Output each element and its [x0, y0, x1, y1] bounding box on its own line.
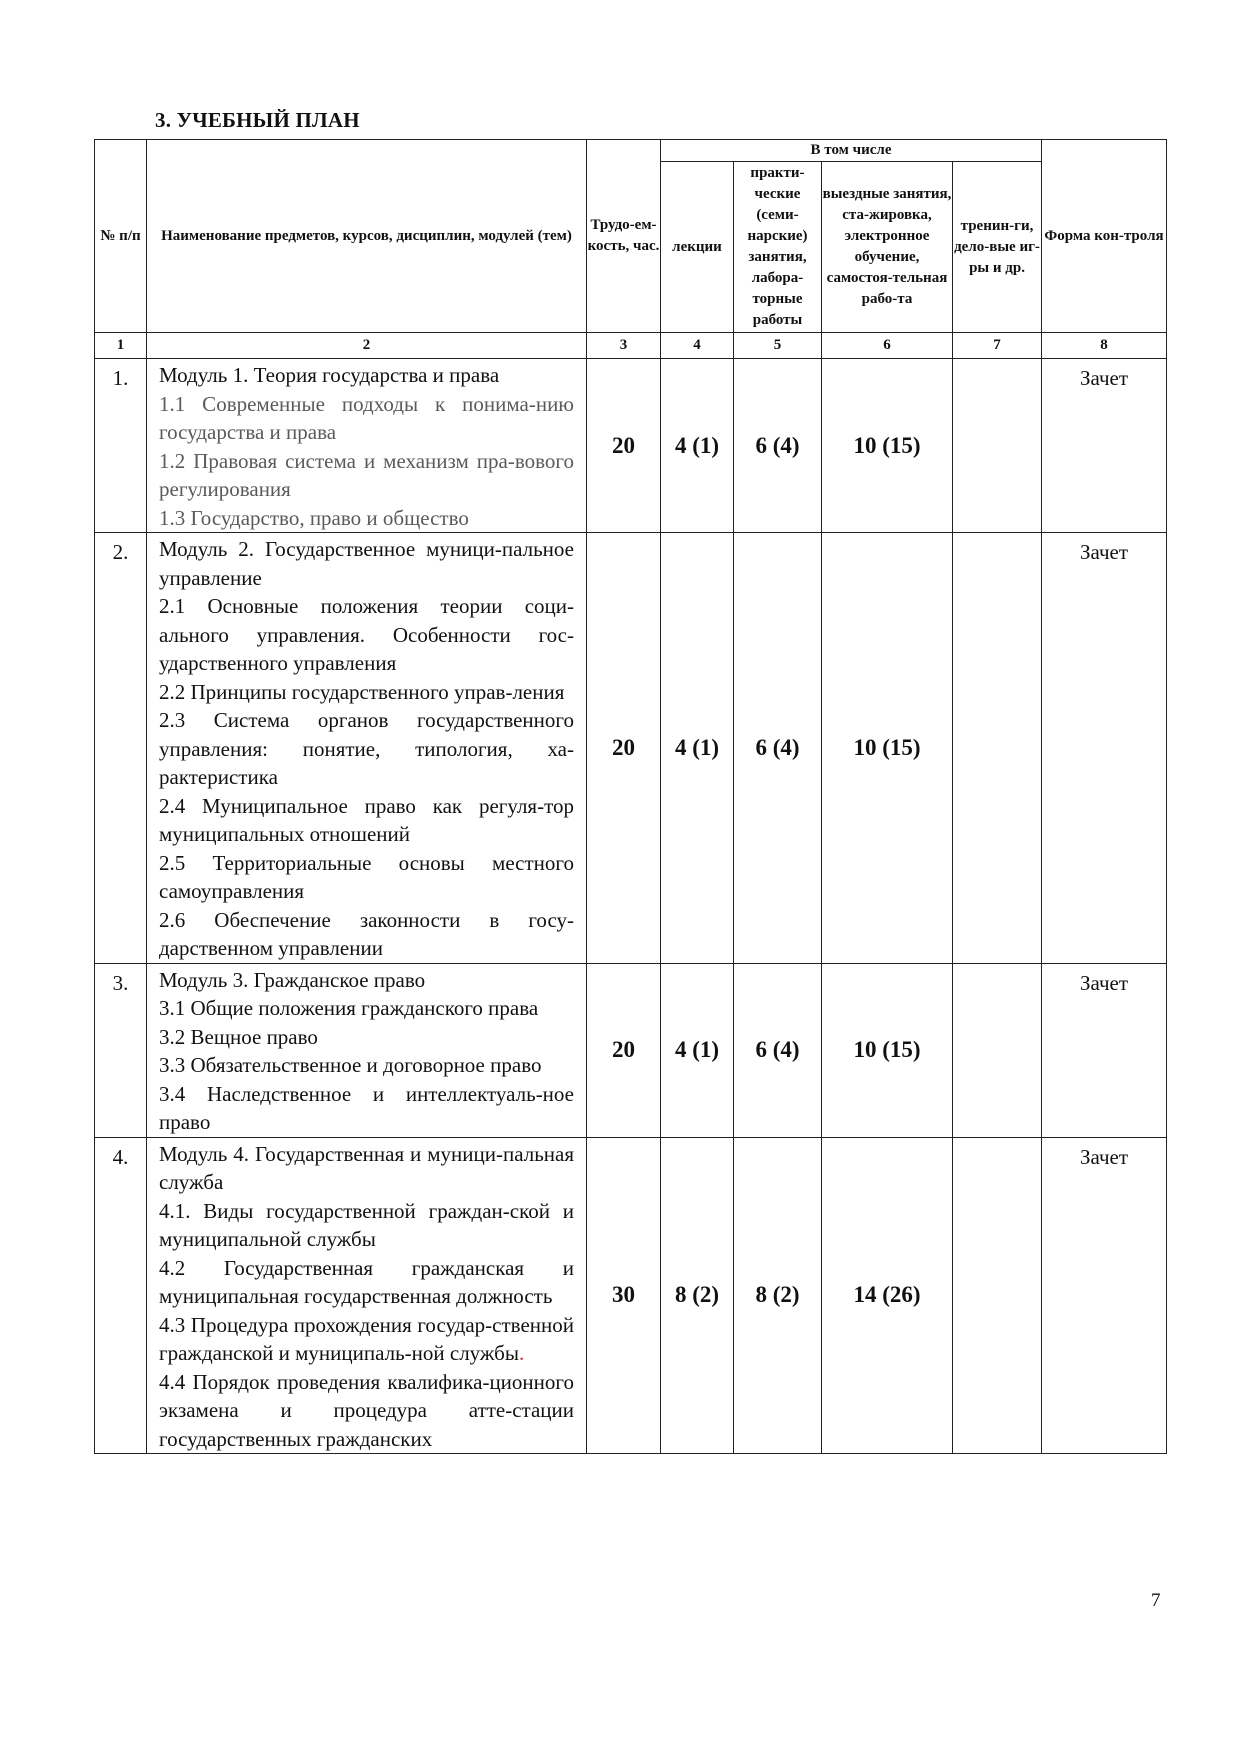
- table-row: [95, 359, 1167, 533]
- header-num: № п/п: [95, 140, 147, 333]
- table-row: [95, 533, 1167, 964]
- topic: 4.2 Государственная гражданская и муниципальная государственная должность: [159, 1255, 574, 1308]
- lectures-value: 4 (1): [661, 533, 734, 964]
- row-number: 1.: [95, 359, 147, 533]
- topic: 1.2 Правовая система и механизм пра-вового регулирования: [159, 448, 574, 501]
- hours-value: 20: [587, 963, 661, 1137]
- topic: [159, 1311, 574, 1368]
- field-value: 10 (15): [822, 533, 953, 964]
- topic: 2.3 Система органов государственного управления: понятие, типология, ха-рактеристика: [159, 708, 574, 789]
- practical-value: 6 (4): [734, 359, 822, 533]
- control-value: Зачет: [1042, 963, 1167, 1137]
- field-value: 10 (15): [822, 359, 953, 533]
- curriculum-table: [94, 139, 1167, 1454]
- header-practical: практи-ческие (семи-нарские) занятия, лабора-торные работы: [734, 162, 822, 333]
- trainings-value: [953, 963, 1042, 1137]
- topic: 4.4 Порядок проведения квалифика-ционного экзамена и процедура атте-стации государственных гражданских: [159, 1369, 574, 1451]
- header-row-1: [95, 140, 1167, 162]
- hours-value: 20: [587, 359, 661, 533]
- module-title: Модуль 1. Теория государства и права: [159, 363, 500, 387]
- module-cell: [147, 963, 587, 1137]
- module-cell: [147, 1137, 587, 1454]
- module-title: Модуль 3. Гражданское право: [159, 967, 426, 992]
- header-control: Форма кон-троля: [1042, 140, 1167, 333]
- field-value: 14 (26): [822, 1137, 953, 1454]
- col-number: 7: [953, 333, 1042, 359]
- col-number: 5: [734, 333, 822, 359]
- col-number: 6: [822, 333, 953, 359]
- practical-value: 6 (4): [734, 533, 822, 964]
- topic: 2.1 Основные положения теории соци-ального управления. Особенности гос-ударственного управления: [159, 594, 574, 675]
- trainings-value: [953, 533, 1042, 964]
- table-row: [95, 963, 1167, 1137]
- red-dot-mark: .: [518, 1341, 525, 1365]
- module-title: Модуль 4. Государственная и муници-пальная служба: [159, 1141, 574, 1194]
- topic: 3.3 Обязательственное и договорное право: [159, 1053, 542, 1077]
- col-number: 2: [147, 333, 587, 359]
- header-trainings: тренин-ги, дело-вые иг-ры и др.: [953, 162, 1042, 333]
- topic: 3.4 Наследственное и интеллектуаль-ное право: [159, 1081, 574, 1134]
- practical-value: 6 (4): [734, 963, 822, 1137]
- row-number: 4.: [95, 1137, 147, 1454]
- topic: 2.4 Муниципальное право как регуля-тор муниципальных отношений: [159, 793, 574, 846]
- module-cell: [147, 533, 587, 964]
- trainings-value: [953, 1137, 1042, 1454]
- lectures-value: 4 (1): [661, 359, 734, 533]
- col-number: 3: [587, 333, 661, 359]
- col-number: 1: [95, 333, 147, 359]
- topic: 2.6 Обеспечение законности в госу-дарственном управлении: [159, 907, 574, 960]
- col-number: 4: [661, 333, 734, 359]
- header-field: выездные занятия, ста-жировка, электронное обучение, самостоя-тельная рабо-та: [822, 162, 953, 333]
- header-including: В том числе: [661, 140, 1042, 162]
- header-lectures: лекции: [661, 162, 734, 333]
- trainings-value: [953, 359, 1042, 533]
- topic: 3.2 Вещное право: [159, 1024, 318, 1049]
- topic-text: 4.3 Процедура прохождения государ-ственной гражданской и муниципаль-ной службы: [159, 1312, 574, 1365]
- table-row: [95, 1137, 1167, 1454]
- header-hours: Трудо-ем-кость, час.: [587, 140, 661, 333]
- control-value: Зачет: [1042, 359, 1167, 533]
- topic: 3.1 Общие положения гражданского права: [159, 996, 539, 1020]
- topic: 2.5 Территориальные основы местного самоуправления: [159, 850, 574, 903]
- hours-value: 30: [587, 1137, 661, 1454]
- module-cell: [147, 359, 587, 533]
- row-number: 3.: [95, 963, 147, 1137]
- hours-value: 20: [587, 533, 661, 964]
- topic: 1.3 Государство, право и общество: [159, 505, 469, 530]
- module-title: Модуль 2. Государственное муници-пальное управление: [159, 537, 574, 590]
- section-title: 3. УЧЕБНЫЙ ПЛАН: [155, 108, 360, 132]
- column-number-row: [95, 333, 1167, 359]
- row-number: 2.: [95, 533, 147, 964]
- page-number: 7: [1151, 1590, 1161, 1611]
- lectures-value: 4 (1): [661, 963, 734, 1137]
- control-value: Зачет: [1042, 533, 1167, 964]
- practical-value: 8 (2): [734, 1137, 822, 1454]
- topic: 1.1 Современные подходы к понима-нию государства и права: [159, 391, 574, 444]
- col-number: 8: [1042, 333, 1167, 359]
- topic: 4.1. Виды государственной граждан-ской и муниципальной службы: [159, 1198, 574, 1251]
- topic: 2.2 Принципы государственного управ-ления: [159, 679, 565, 704]
- control-value: Зачет: [1042, 1137, 1167, 1454]
- header-name: Наименование предметов, курсов, дисциплин, модулей (тем): [147, 140, 587, 333]
- field-value: 10 (15): [822, 963, 953, 1137]
- lectures-value: 8 (2): [661, 1137, 734, 1454]
